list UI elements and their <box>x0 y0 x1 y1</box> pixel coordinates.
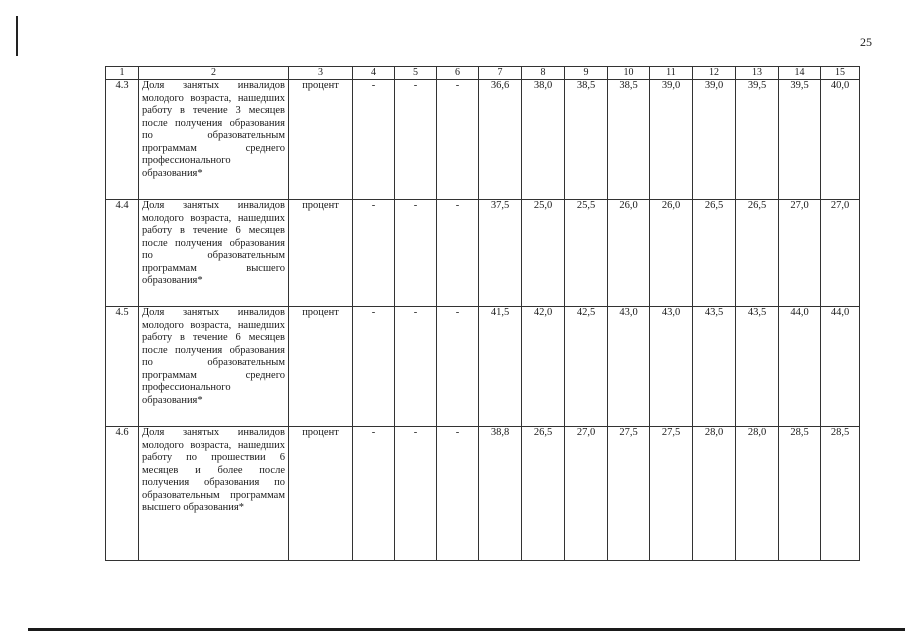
table-row <box>106 80 860 200</box>
value-cell: 44,0 <box>779 307 821 427</box>
value-cell: 26,5 <box>693 200 736 307</box>
unit-cell: процент <box>289 427 353 561</box>
dash-cell: - <box>395 427 437 561</box>
dash-cell: - <box>395 307 437 427</box>
unit-cell: процент <box>289 200 353 307</box>
value-cell: 39,5 <box>736 80 779 200</box>
value-cell: 38,8 <box>479 427 522 561</box>
value-cell: 27,0 <box>821 200 860 307</box>
value-cell: 42,0 <box>522 307 565 427</box>
value-cell: 38,5 <box>608 80 650 200</box>
header-cell: 6 <box>437 67 479 80</box>
unit-cell: процент <box>289 80 353 200</box>
indicator-name: Доля занятых инвалидов молодого возраста, нашедших работу в течение 3 месяцев после получения образования по образовательным программам среднего профессионального образования* <box>139 80 289 200</box>
row-number: 4.4 <box>106 200 139 307</box>
header-cell: 3 <box>289 67 353 80</box>
value-cell: 27,0 <box>565 427 608 561</box>
dash-cell: - <box>395 80 437 200</box>
table-row <box>106 427 860 561</box>
value-cell: 40,0 <box>821 80 860 200</box>
row-number: 4.5 <box>106 307 139 427</box>
value-cell: 44,0 <box>821 307 860 427</box>
value-cell: 43,0 <box>650 307 693 427</box>
dash-cell: - <box>353 427 395 561</box>
table-row <box>106 200 860 307</box>
value-cell: 42,5 <box>565 307 608 427</box>
value-cell: 28,5 <box>779 427 821 561</box>
value-cell: 39,0 <box>650 80 693 200</box>
margin-rule <box>16 16 18 56</box>
unit-cell: процент <box>289 307 353 427</box>
value-cell: 27,5 <box>650 427 693 561</box>
dash-cell: - <box>353 80 395 200</box>
header-cell: 9 <box>565 67 608 80</box>
value-cell: 28,5 <box>821 427 860 561</box>
dash-cell: - <box>353 307 395 427</box>
dash-cell: - <box>353 200 395 307</box>
value-cell: 26,0 <box>650 200 693 307</box>
value-cell: 25,0 <box>522 200 565 307</box>
value-cell: 25,5 <box>565 200 608 307</box>
value-cell: 43,5 <box>693 307 736 427</box>
value-cell: 39,5 <box>779 80 821 200</box>
row-number: 4.3 <box>106 80 139 200</box>
header-cell: 1 <box>106 67 139 80</box>
bottom-rule <box>28 628 905 631</box>
value-cell: 38,0 <box>522 80 565 200</box>
header-cell: 2 <box>139 67 289 80</box>
value-cell: 26,0 <box>608 200 650 307</box>
value-cell: 39,0 <box>693 80 736 200</box>
dash-cell: - <box>437 200 479 307</box>
header-cell: 4 <box>353 67 395 80</box>
dash-cell: - <box>437 80 479 200</box>
value-cell: 28,0 <box>693 427 736 561</box>
value-cell: 27,0 <box>779 200 821 307</box>
indicator-name: Доля занятых инвалидов молодого возраста, нашедших работу в течение 6 месяцев после получения образования по образовательным программам высшего образования* <box>139 200 289 307</box>
row-number: 4.6 <box>106 427 139 561</box>
value-cell: 27,5 <box>608 427 650 561</box>
indicators-table <box>105 66 860 561</box>
value-cell: 36,6 <box>479 80 522 200</box>
header-row <box>106 67 860 80</box>
header-cell: 14 <box>779 67 821 80</box>
page-number: 25 <box>860 35 872 49</box>
value-cell: 41,5 <box>479 307 522 427</box>
value-cell: 37,5 <box>479 200 522 307</box>
value-cell: 26,5 <box>522 427 565 561</box>
dash-cell: - <box>437 307 479 427</box>
dash-cell: - <box>395 200 437 307</box>
header-cell: 15 <box>821 67 860 80</box>
header-cell: 7 <box>479 67 522 80</box>
header-cell: 11 <box>650 67 693 80</box>
value-cell: 28,0 <box>736 427 779 561</box>
indicator-name: Доля занятых инвалидов молодого возраста, нашедших работу по прошествии 6 месяцев и более после получения образования по образовательным программам высшего образования* <box>139 427 289 561</box>
header-cell: 13 <box>736 67 779 80</box>
value-cell: 43,0 <box>608 307 650 427</box>
table-row <box>106 307 860 427</box>
header-cell: 8 <box>522 67 565 80</box>
value-cell: 26,5 <box>736 200 779 307</box>
header-cell: 12 <box>693 67 736 80</box>
indicator-name: Доля занятых инвалидов молодого возраста, нашедших работу в течение 6 месяцев после получения образования по образовательным программам среднего профессионального образования* <box>139 307 289 427</box>
header-cell: 5 <box>395 67 437 80</box>
header-cell: 10 <box>608 67 650 80</box>
dash-cell: - <box>437 427 479 561</box>
value-cell: 38,5 <box>565 80 608 200</box>
value-cell: 43,5 <box>736 307 779 427</box>
